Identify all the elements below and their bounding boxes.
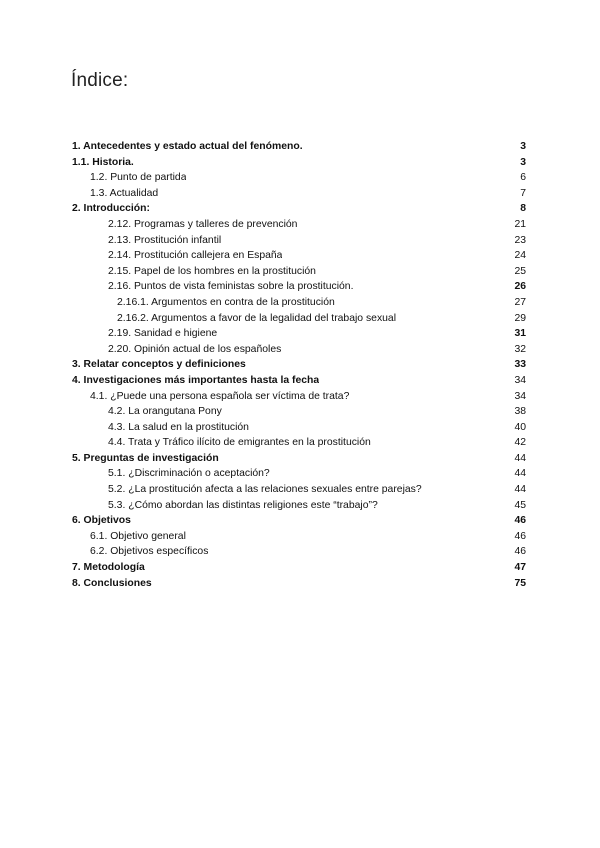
toc-entry-page: 6 <box>520 172 526 184</box>
toc-entry-label: 2.16.1. Argumentos en contra de la prostitución <box>117 296 335 308</box>
toc-entry[interactable] <box>72 311 526 327</box>
toc-entry-label: 2.13. Prostitución infantil <box>108 234 222 246</box>
toc-entry-label: 4.1. ¿Puede una persona española ser víctima de trata? <box>90 390 350 402</box>
toc-entry-page: 38 <box>514 406 526 418</box>
toc-entry-page: 29 <box>514 312 526 324</box>
toc-entry-label: 3. Relatar conceptos y definiciones <box>72 359 246 371</box>
toc-entry-label: 2.16.2. Argumentos a favor de la legalidad del trabajo sexual <box>117 312 396 324</box>
table-of-contents <box>72 139 526 591</box>
toc-entry[interactable] <box>72 279 526 295</box>
toc-entry-page: 24 <box>514 250 526 262</box>
toc-entry-label: 5.3. ¿Cómo abordan las distintas religiones este “trabajo”? <box>108 499 378 511</box>
toc-entry[interactable] <box>72 357 526 373</box>
toc-entry-label: 2.19. Sanidad e higiene <box>108 328 218 340</box>
toc-entry-label: 2.20. Opinión actual de los españoles <box>108 343 282 355</box>
toc-entry[interactable] <box>72 233 526 249</box>
toc-entry[interactable] <box>72 420 526 436</box>
toc-entry[interactable] <box>72 170 526 186</box>
toc-entry-page: 44 <box>514 452 526 464</box>
toc-entry-page: 34 <box>514 374 526 386</box>
toc-entry-label: 1. Antecedentes y estado actual del fenómeno. <box>72 141 303 152</box>
toc-entry-label: 6.1. Objetivo general <box>90 530 186 542</box>
toc-entry-label: 6. Objetivos <box>72 515 131 527</box>
toc-entry[interactable] <box>72 576 526 592</box>
toc-entry[interactable] <box>72 217 526 233</box>
toc-entry-label: 1.3. Actualidad <box>90 187 159 199</box>
toc-entry-label: 5.2. ¿La prostitución afecta a las relaciones sexuales entre parejas? <box>108 484 422 496</box>
toc-entry-page: 21 <box>514 218 526 230</box>
toc-entry-page: 25 <box>514 265 526 277</box>
toc-entry-label: 5. Preguntas de investigación <box>72 452 219 464</box>
page-title: Índice: <box>71 70 129 91</box>
toc-entry-page: 3 <box>520 156 526 168</box>
toc-entry-label: 5.1. ¿Discriminación o aceptación? <box>108 468 270 480</box>
toc-entry[interactable] <box>72 373 526 389</box>
toc-entry[interactable] <box>72 544 526 560</box>
toc-entry-label: 2.14. Prostitución callejera en España <box>108 250 283 262</box>
toc-entry[interactable] <box>72 498 526 514</box>
toc-entry[interactable] <box>72 513 526 529</box>
toc-entry[interactable] <box>72 248 526 264</box>
toc-entry-page: 26 <box>514 281 526 293</box>
toc-entry[interactable] <box>72 201 526 217</box>
toc-entry[interactable] <box>72 435 526 451</box>
toc-entry[interactable] <box>72 466 526 482</box>
toc-entry-page: 44 <box>514 468 526 480</box>
toc-entry-page: 31 <box>514 328 526 340</box>
toc-entry-page: 46 <box>514 515 526 527</box>
toc-entry-label: 2. Introducción: <box>72 203 150 215</box>
toc-entry-page: 44 <box>514 484 526 496</box>
toc-entry[interactable] <box>72 264 526 280</box>
toc-entry[interactable] <box>72 389 526 405</box>
toc-entry-label: 1.2. Punto de partida <box>90 172 187 184</box>
toc-entry-label: 1.1. Historia. <box>72 156 134 168</box>
toc-entry-page: 3 <box>520 141 526 152</box>
toc-entry-page: 33 <box>514 359 526 371</box>
toc-entry[interactable] <box>72 295 526 311</box>
toc-entry-page: 75 <box>514 577 526 589</box>
toc-entry-page: 42 <box>514 437 526 449</box>
toc-entry[interactable] <box>72 342 526 358</box>
toc-entry-page: 7 <box>520 187 526 199</box>
toc-entry-page: 45 <box>514 499 526 511</box>
toc-entry[interactable] <box>72 186 526 202</box>
toc-entry-label: 4. Investigaciones más importantes hasta la fecha <box>72 374 320 386</box>
toc-entry-label: 4.3. La salud en la prostitución <box>108 421 249 433</box>
toc-entry[interactable] <box>72 560 526 576</box>
toc-entry-page: 47 <box>514 562 526 574</box>
toc-entry-label: 2.16. Puntos de vista feministas sobre la prostitución. <box>108 281 354 293</box>
toc-entry-page: 23 <box>514 234 526 246</box>
toc-entry-label: 8. Conclusiones <box>72 577 152 589</box>
toc-entry-page: 34 <box>514 390 526 402</box>
toc-entry[interactable] <box>72 155 526 171</box>
toc-entry-label: 4.2. La orangutana Pony <box>108 406 222 418</box>
toc-entry-label: 2.12. Programas y talleres de prevención <box>108 218 298 230</box>
toc-entry-page: 46 <box>514 530 526 542</box>
toc-entry-label: 6.2. Objetivos específicos <box>90 546 209 558</box>
toc-entry[interactable] <box>72 326 526 342</box>
toc-entry[interactable] <box>72 451 526 467</box>
toc-entry-page: 40 <box>514 421 526 433</box>
toc-entry[interactable] <box>72 529 526 545</box>
toc-entry-label: 2.15. Papel de los hombres en la prostitución <box>108 265 316 277</box>
toc-entry-page: 32 <box>514 343 526 355</box>
toc-entry[interactable] <box>72 404 526 420</box>
toc-entry[interactable] <box>72 139 526 155</box>
toc-entry-page: 8 <box>520 203 526 215</box>
toc-entry-label: 4.4. Trata y Tráfico ilícito de emigrantes en la prostitución <box>108 437 371 449</box>
toc-entry-page: 27 <box>514 296 526 308</box>
toc-entry-page: 46 <box>514 546 526 558</box>
toc-entry[interactable] <box>72 482 526 498</box>
toc-entry-label: 7. Metodología <box>72 562 145 574</box>
